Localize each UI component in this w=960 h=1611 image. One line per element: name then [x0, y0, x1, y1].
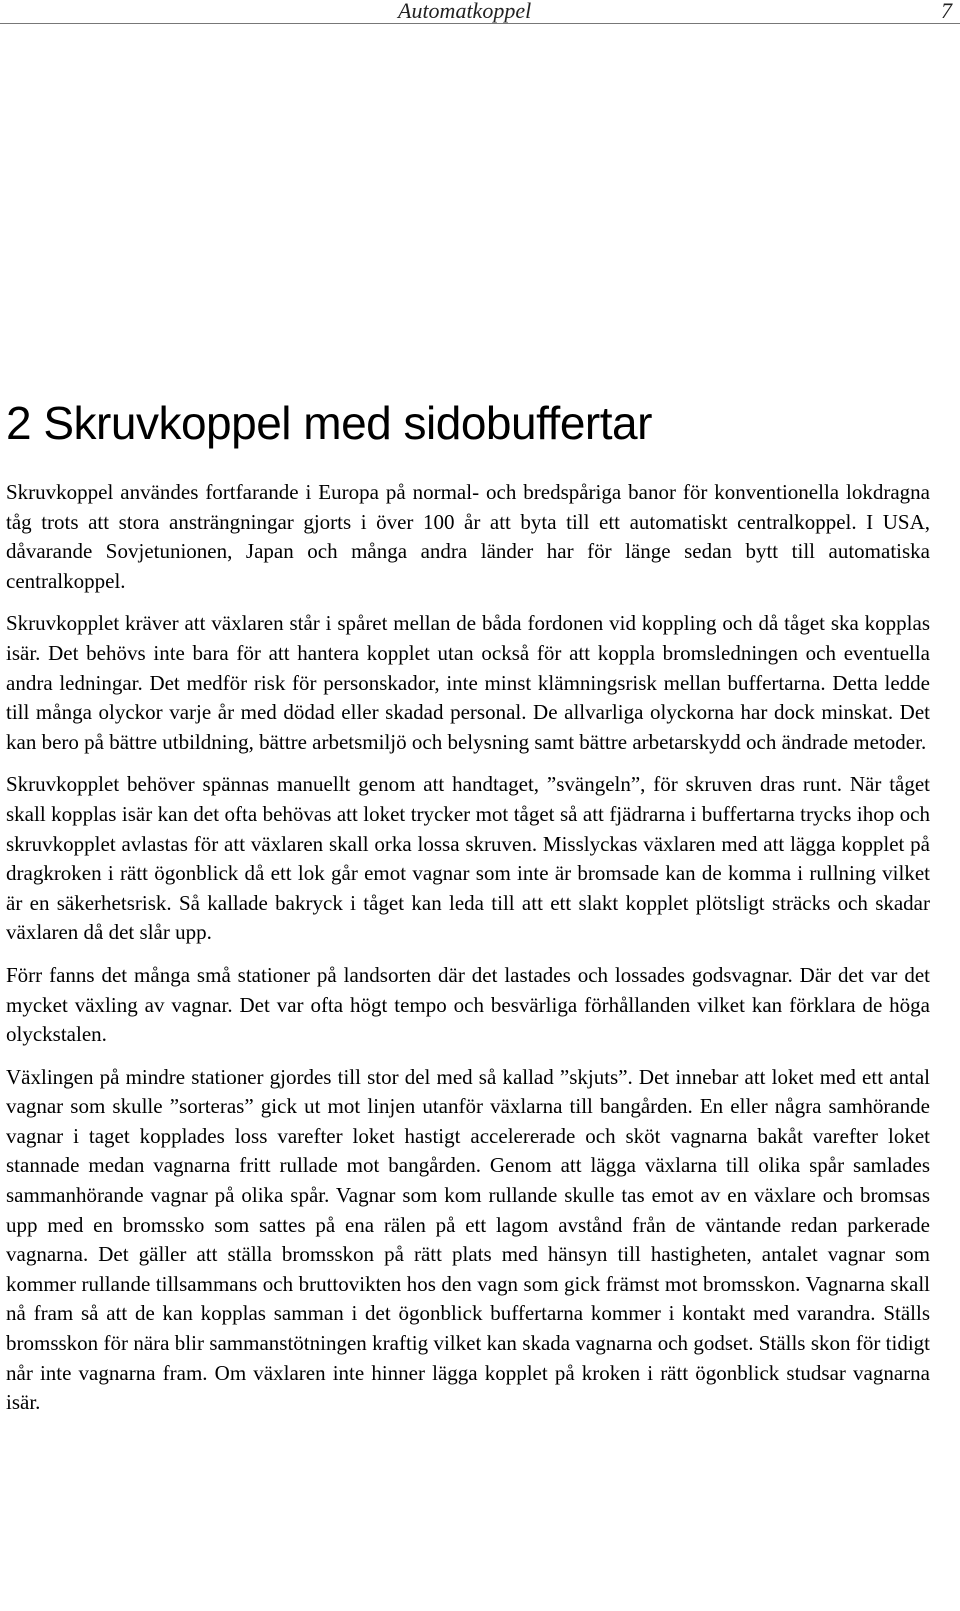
paragraph: Förr fanns det många små stationer på landsorten där det lastades och lossades godsvagnar. Där det var det mycket växling av vagnar. Det var ofta högt tempo och besvärliga förhållanden vilket kan förklara de höga olyckstalen.: [6, 962, 930, 1047]
paragraph: Växlingen på mindre stationer gjordes till stor del med så kallad ”skjuts”. Det innebar att loket med ett antal vagnar som skulle ”sorteras” gick ut mot linjen utanför växlarna till bangården. En eller några samhörande vagnar i taget kopplades loss varefter loket hastigt accelererade och sköt vagnarna bakåt varefter loket stannade medan vagnarna fritt rullade mot bangården. Genom att lägga växlarna till olika spår samlades sammanhörande vagnar på olika spår. Vagnar som kom rullande skulle tas emot av en växlare och bromsas upp med en bromssko som sattes på ena rälen på ett lagom avstånd från de väntande redan parkerade vagnarna. Det gäller att ställa bromsskon på rätt plats med hänsyn till hastigheten, antalet vagnar som kommer rullande tillsammans och bruttovikten hos den vagn som gick främst mot bromsskon. Vagnarna skall nå fram så att de kan kopplas samman i det ögonblick buffertarna kommer i kontakt med varandra. Ställs bromsskon för nära blir sammanstötningen kraftig vilket kan skada vagnarna och godset. Ställs skon för tidigt når inte vagnarna fram. Om växlaren inte hinner lägga kopplet på kroken i rätt ögonblick studsar vagnarna isär.: [6, 1064, 930, 1415]
paragraph: Skruvkoppel användes fortfarande i Europa på normal- och bredspåriga banor för konventionella lokdragna tåg trots att stora ansträngningar gjorts i över 100 år att byta till ett automatiskt centralkoppel. I USA, dåvarande Sovjetunionen, Japan och många andra länder har för länge sedan bytt till automatiska centralkoppel.: [6, 480, 930, 593]
paragraph: Skruvkopplet behöver spännas manuellt genom att handtaget, ”svängeln”, för skruven dras runt. När tåget skall kopplas isär kan det ofta behövas att loket trycker mot tåget så att fjädrarna i buffertarna trycks ihop och skruvkopplet avlastas för att växlaren skall orka lossa skruven. Misslyckas växlaren med att lägga kopplet på dragkroken i rätt ögonblick då ett lok går emot vagnar som inte är bromsade kan de komma i rullning vilket är en säkerhetsrisk. Så kallade bakryck i tåget kan leda till att ett slakt kopplet plötsligt sträcks och skadar växlaren då det slår upp.: [6, 772, 930, 945]
page-number: 7: [941, 0, 952, 23]
body-text: [6, 478, 930, 1431]
running-head-title: Automatkoppel: [398, 0, 532, 23]
chapter-heading: 2 Skruvkoppel med sidobuffertar: [6, 397, 652, 449]
running-header: [0, 0, 960, 24]
paragraph: Skruvkopplet kräver att växlaren står i spåret mellan de båda fordonen vid koppling och då tåget ska kopplas isär. Det behövs inte bara för att hantera kopplet utan också för att koppla bromsledningen och eventuella andra ledningar. Det medför risk för personskador, inte minst klämningsrisk mellan buffertarna. Detta ledde till många olyckor varje år med dödad eller skadad personal. De allvarliga olyckorna har dock minskat. Det kan bero på bättre utbildning, bättre arbetsmiljö och belysning samt bättre arbetarskydd och ändrade metoder.: [6, 611, 930, 754]
